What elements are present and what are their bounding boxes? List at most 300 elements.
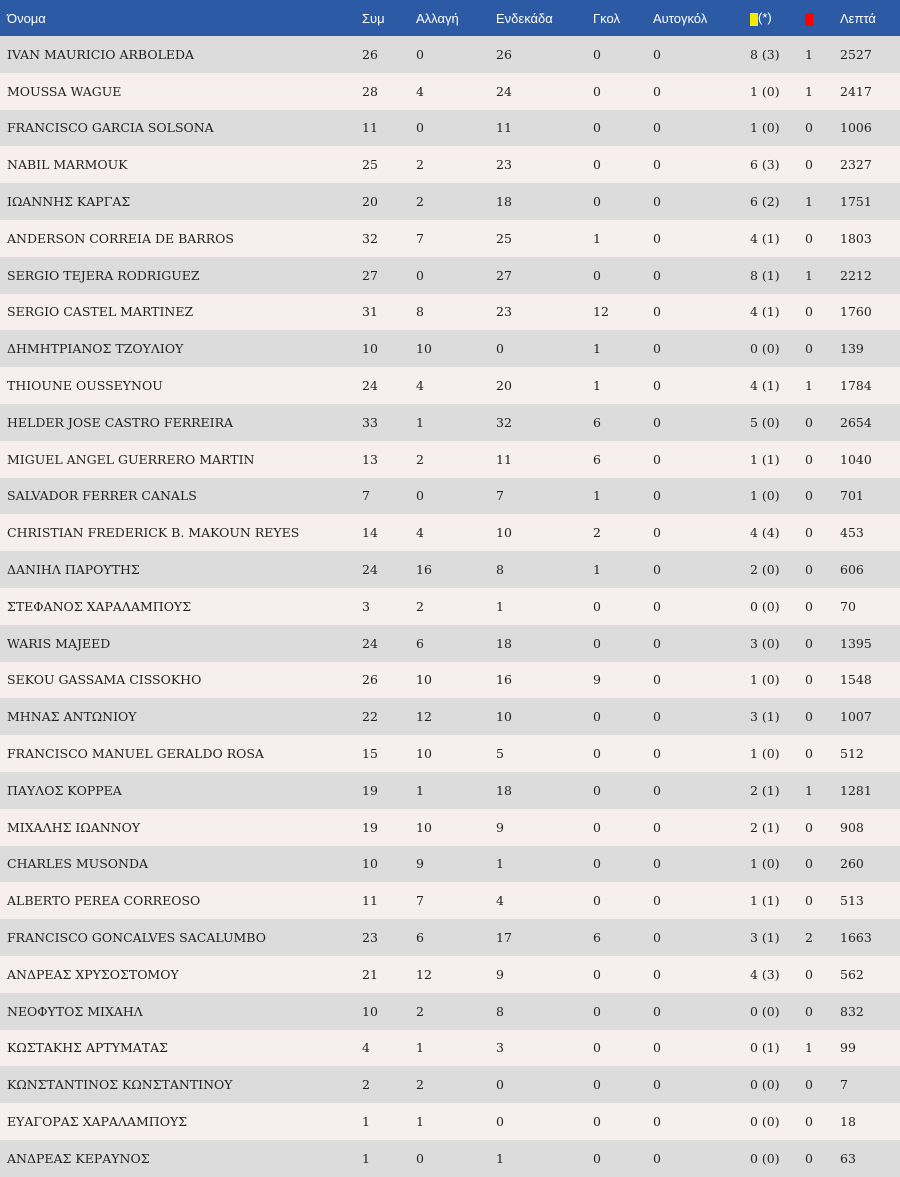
yellow-cards-cell: 2 (0) bbox=[750, 562, 780, 578]
red-cards-cell: 1 bbox=[805, 1040, 813, 1056]
yellow-cards-cell: 4 (4) bbox=[750, 525, 780, 541]
starts-cell: 0 bbox=[496, 1077, 504, 1093]
apps-cell: 1 bbox=[362, 1150, 370, 1166]
apps-cell: 26 bbox=[362, 46, 378, 62]
own-goals-cell: 0 bbox=[653, 525, 661, 541]
minutes-cell: 1663 bbox=[840, 930, 872, 946]
red-cards-cell: 0 bbox=[805, 746, 813, 762]
player-name-cell: ΔΗΜΗΤΡΙΑΝΟΣ ΤΖΟΥΛΙΟΥ bbox=[7, 341, 184, 357]
starts-cell: 8 bbox=[496, 1003, 504, 1019]
yellow-cards-cell: 1 (1) bbox=[750, 893, 780, 909]
starts-cell: 3 bbox=[496, 1040, 504, 1056]
col-header-name[interactable]: Όνομα bbox=[7, 10, 46, 26]
yellow-cards-cell: 6 (2) bbox=[750, 194, 780, 210]
yellow-cards-cell: 4 (3) bbox=[750, 966, 780, 982]
own-goals-cell: 0 bbox=[653, 1003, 661, 1019]
goals-cell: 6 bbox=[593, 414, 601, 430]
table-row[interactable] bbox=[0, 330, 900, 367]
subs-cell: 4 bbox=[416, 83, 424, 99]
red-cards-cell: 0 bbox=[805, 157, 813, 173]
apps-cell: 27 bbox=[362, 267, 378, 283]
player-name-cell: ΣΤΕΦΑΝΟΣ ΧΑΡΑΛΑΜΠΟΥΣ bbox=[7, 598, 192, 614]
goals-cell: 0 bbox=[593, 194, 601, 210]
apps-cell: 14 bbox=[362, 525, 378, 541]
red-cards-cell: 0 bbox=[805, 635, 813, 651]
apps-cell: 11 bbox=[362, 893, 378, 909]
starts-cell: 27 bbox=[496, 267, 512, 283]
apps-cell: 33 bbox=[362, 414, 378, 430]
goals-cell: 9 bbox=[593, 672, 601, 688]
starts-cell: 5 bbox=[496, 746, 504, 762]
table-header-row bbox=[0, 0, 900, 36]
starts-cell: 0 bbox=[496, 1114, 504, 1129]
table-row[interactable] bbox=[0, 993, 900, 1030]
subs-cell: 12 bbox=[416, 966, 432, 982]
own-goals-cell: 0 bbox=[653, 1077, 661, 1093]
minutes-cell: 2654 bbox=[840, 414, 872, 430]
starts-cell: 10 bbox=[496, 525, 512, 541]
starts-cell: 25 bbox=[496, 230, 512, 246]
player-name-cell: ΚΩΣΤΑΚΗΣ ΑΡΤΥΜΑΤΑΣ bbox=[7, 1040, 169, 1056]
col-header-apps[interactable]: Συμ bbox=[362, 10, 385, 26]
apps-cell: 13 bbox=[362, 451, 378, 467]
table-row[interactable] bbox=[0, 441, 900, 478]
player-name-cell: MIGUEL ANGEL GUERRERO MARTIN bbox=[7, 451, 255, 467]
minutes-cell: 18 bbox=[840, 1114, 856, 1129]
table-row[interactable] bbox=[0, 110, 900, 147]
own-goals-cell: 0 bbox=[653, 966, 661, 982]
yellow-cards-cell: 4 (1) bbox=[750, 378, 780, 394]
apps-cell: 10 bbox=[362, 341, 378, 357]
minutes-cell: 1281 bbox=[840, 782, 872, 798]
minutes-cell: 908 bbox=[840, 819, 864, 835]
player-name-cell: ΜΗΝΑΣ ΑΝΤΩΝΙΟΥ bbox=[7, 709, 137, 725]
own-goals-cell: 0 bbox=[653, 635, 661, 651]
subs-cell: 2 bbox=[416, 1003, 424, 1019]
red-cards-cell: 1 bbox=[805, 378, 813, 394]
table-row[interactable] bbox=[0, 588, 900, 625]
minutes-cell: 99 bbox=[840, 1040, 856, 1056]
yellow-cards-cell: 1 (0) bbox=[750, 83, 780, 99]
subs-cell: 0 bbox=[416, 46, 424, 62]
goals-cell: 0 bbox=[593, 856, 601, 872]
player-name-cell: NABIL MARMOUK bbox=[7, 157, 128, 173]
starts-cell: 18 bbox=[496, 782, 512, 798]
player-name-cell: ΚΩΝΣΤΑΝΤΙΝΟΣ ΚΩΝΣΤΑΝΤΙΝΟΥ bbox=[7, 1077, 233, 1093]
col-header-subs[interactable]: Αλλαγή bbox=[416, 10, 459, 26]
apps-cell: 26 bbox=[362, 672, 378, 688]
goals-cell: 0 bbox=[593, 893, 601, 909]
subs-cell: 2 bbox=[416, 451, 424, 467]
own-goals-cell: 0 bbox=[653, 194, 661, 210]
table-row[interactable] bbox=[0, 220, 900, 257]
apps-cell: 24 bbox=[362, 562, 378, 578]
player-name-cell: ΕΥΑΓΟΡΑΣ ΧΑΡΑΛΑΜΠΟΥΣ bbox=[7, 1114, 188, 1129]
apps-cell: 23 bbox=[362, 930, 378, 946]
minutes-cell: 70 bbox=[840, 598, 856, 614]
yellow-cards-cell: 3 (1) bbox=[750, 709, 780, 725]
table-row[interactable] bbox=[0, 846, 900, 883]
minutes-cell: 2527 bbox=[840, 46, 872, 62]
own-goals-cell: 0 bbox=[653, 157, 661, 173]
minutes-cell: 1395 bbox=[840, 635, 872, 651]
goals-cell: 0 bbox=[593, 1077, 601, 1093]
goals-cell: 1 bbox=[593, 562, 601, 578]
table-row[interactable] bbox=[0, 956, 900, 993]
goals-cell: 6 bbox=[593, 930, 601, 946]
yellow-cards-cell: 2 (1) bbox=[750, 819, 780, 835]
own-goals-cell: 0 bbox=[653, 598, 661, 614]
subs-cell: 16 bbox=[416, 562, 432, 578]
subs-cell: 8 bbox=[416, 304, 424, 320]
subs-cell: 0 bbox=[416, 488, 424, 504]
goals-cell: 1 bbox=[593, 341, 601, 357]
apps-cell: 32 bbox=[362, 230, 378, 246]
yellow-cards-cell: 1 (0) bbox=[750, 856, 780, 872]
red-cards-cell: 1 bbox=[805, 194, 813, 210]
red-cards-cell: 0 bbox=[805, 1150, 813, 1166]
goals-cell: 0 bbox=[593, 709, 601, 725]
apps-cell: 15 bbox=[362, 746, 378, 762]
starts-cell: 11 bbox=[496, 451, 512, 467]
red-cards-cell: 0 bbox=[805, 1077, 813, 1093]
own-goals-cell: 0 bbox=[653, 709, 661, 725]
starts-cell: 10 bbox=[496, 709, 512, 725]
table-row[interactable] bbox=[0, 698, 900, 735]
red-cards-cell: 1 bbox=[805, 782, 813, 798]
subs-cell: 0 bbox=[416, 1150, 424, 1166]
goals-cell: 0 bbox=[593, 1150, 601, 1166]
goals-cell: 0 bbox=[593, 819, 601, 835]
table-row[interactable] bbox=[0, 404, 900, 441]
minutes-cell: 139 bbox=[840, 341, 864, 357]
table-row[interactable] bbox=[0, 735, 900, 772]
table-row[interactable] bbox=[0, 514, 900, 551]
subs-cell: 0 bbox=[416, 120, 424, 136]
red-cards-cell: 0 bbox=[805, 598, 813, 614]
apps-cell: 31 bbox=[362, 304, 378, 320]
goals-cell: 0 bbox=[593, 267, 601, 283]
player-name-cell: IVAN MAURICIO ARBOLEDA bbox=[7, 46, 195, 62]
subs-cell: 1 bbox=[416, 782, 424, 798]
yellow-cards-cell: 1 (1) bbox=[750, 451, 780, 467]
player-name-cell: ΑΝΔΡΕΑΣ ΧΡΥΣΟΣΤΟΜΟΥ bbox=[7, 966, 179, 982]
subs-cell: 10 bbox=[416, 819, 432, 835]
minutes-cell: 1548 bbox=[840, 672, 872, 688]
yellow-cards-cell: 8 (3) bbox=[750, 46, 780, 62]
col-header-minutes[interactable]: Λεπτά bbox=[840, 10, 876, 26]
own-goals-cell: 0 bbox=[653, 746, 661, 762]
minutes-cell: 453 bbox=[840, 525, 864, 541]
minutes-cell: 1803 bbox=[840, 230, 872, 246]
subs-cell: 6 bbox=[416, 930, 424, 946]
player-name-cell: FRANCISCO GARCIA SOLSONA bbox=[7, 120, 214, 136]
apps-cell: 25 bbox=[362, 157, 378, 173]
player-name-cell: ΔΑΝΙΗΛ ΠΑΡΟΥΤΗΣ bbox=[7, 562, 140, 578]
col-header-goals[interactable]: Γκολ bbox=[593, 10, 620, 26]
minutes-cell: 2212 bbox=[840, 267, 872, 283]
apps-cell: 21 bbox=[362, 966, 378, 982]
player-name-cell: SERGIO CASTEL MARTINEZ bbox=[7, 304, 194, 320]
subs-cell: 10 bbox=[416, 341, 432, 357]
red-card-icon bbox=[805, 13, 813, 26]
own-goals-cell: 0 bbox=[653, 451, 661, 467]
goals-cell: 1 bbox=[593, 488, 601, 504]
table-row[interactable] bbox=[0, 1030, 900, 1067]
red-cards-cell: 1 bbox=[805, 83, 813, 99]
red-cards-cell: 0 bbox=[805, 120, 813, 136]
player-name-cell: HELDER JOSE CASTRO FERREIRA bbox=[7, 414, 234, 430]
own-goals-cell: 0 bbox=[653, 893, 661, 909]
goals-cell: 1 bbox=[593, 378, 601, 394]
yellow-cards-cell: 0 (0) bbox=[750, 1150, 780, 1166]
player-name-cell: SALVADOR FERRER CANALS bbox=[7, 488, 197, 504]
subs-cell: 7 bbox=[416, 230, 424, 246]
yellow-cards-cell: 6 (3) bbox=[750, 157, 780, 173]
goals-cell: 0 bbox=[593, 46, 601, 62]
red-cards-cell: 0 bbox=[805, 488, 813, 504]
yellow-card-suffix: (*) bbox=[758, 10, 772, 26]
yellow-cards-cell: 8 (1) bbox=[750, 267, 780, 283]
starts-cell: 23 bbox=[496, 304, 512, 320]
minutes-cell: 513 bbox=[840, 893, 864, 909]
table-row[interactable] bbox=[0, 772, 900, 809]
minutes-cell: 701 bbox=[840, 488, 864, 504]
apps-cell: 24 bbox=[362, 378, 378, 394]
starts-cell: 23 bbox=[496, 157, 512, 173]
subs-cell: 10 bbox=[416, 746, 432, 762]
yellow-cards-cell: 0 (0) bbox=[750, 1003, 780, 1019]
yellow-cards-cell: 0 (0) bbox=[750, 341, 780, 357]
yellow-cards-cell: 1 (0) bbox=[750, 672, 780, 688]
table-row[interactable] bbox=[0, 36, 900, 73]
goals-cell: 0 bbox=[593, 83, 601, 99]
red-cards-cell: 0 bbox=[805, 525, 813, 541]
minutes-cell: 1007 bbox=[840, 709, 872, 725]
yellow-cards-cell: 0 (0) bbox=[750, 1077, 780, 1093]
apps-cell: 28 bbox=[362, 83, 378, 99]
red-cards-cell: 0 bbox=[805, 709, 813, 725]
table-row[interactable] bbox=[0, 919, 900, 956]
own-goals-cell: 0 bbox=[653, 46, 661, 62]
yellow-cards-cell: 1 (0) bbox=[750, 488, 780, 504]
goals-cell: 0 bbox=[593, 1114, 601, 1129]
col-header-starts[interactable]: Ενδεκάδα bbox=[496, 10, 553, 26]
goals-cell: 1 bbox=[593, 230, 601, 246]
player-name-cell: ANDERSON CORREIA DE BARROS bbox=[7, 230, 234, 246]
player-name-cell: THIOUNE OUSSEYNOU bbox=[7, 378, 163, 394]
starts-cell: 24 bbox=[496, 83, 512, 99]
player-name-cell: SEKOU GASSAMA CISSOKHO bbox=[7, 672, 202, 688]
yellow-cards-cell: 0 (1) bbox=[750, 1040, 780, 1056]
apps-cell: 10 bbox=[362, 856, 378, 872]
yellow-cards-cell: 4 (1) bbox=[750, 304, 780, 320]
player-name-cell: CHARLES MUSONDA bbox=[7, 856, 148, 872]
subs-cell: 0 bbox=[416, 267, 424, 283]
own-goals-cell: 0 bbox=[653, 819, 661, 835]
col-header-red-cards[interactable] bbox=[805, 0, 840, 36]
starts-cell: 8 bbox=[496, 562, 504, 578]
starts-cell: 4 bbox=[496, 893, 504, 909]
col-header-yellow-cards[interactable] bbox=[750, 0, 805, 36]
minutes-cell: 606 bbox=[840, 562, 864, 578]
starts-cell: 20 bbox=[496, 378, 512, 394]
player-name-cell: FRANCISCO MANUEL GERALDO ROSA bbox=[7, 746, 264, 762]
apps-cell: 19 bbox=[362, 782, 378, 798]
starts-cell: 11 bbox=[496, 120, 512, 136]
table-row[interactable] bbox=[0, 882, 900, 919]
subs-cell: 12 bbox=[416, 709, 432, 725]
own-goals-cell: 0 bbox=[653, 1150, 661, 1166]
own-goals-cell: 0 bbox=[653, 562, 661, 578]
table-row[interactable] bbox=[0, 662, 900, 699]
minutes-cell: 1040 bbox=[840, 451, 872, 467]
starts-cell: 7 bbox=[496, 488, 504, 504]
minutes-cell: 1006 bbox=[840, 120, 872, 136]
subs-cell: 1 bbox=[416, 1114, 424, 1129]
yellow-cards-cell: 1 (0) bbox=[750, 120, 780, 136]
starts-cell: 18 bbox=[496, 635, 512, 651]
goals-cell: 0 bbox=[593, 157, 601, 173]
minutes-cell: 260 bbox=[840, 856, 864, 872]
apps-cell: 7 bbox=[362, 488, 370, 504]
table-row[interactable] bbox=[0, 478, 900, 515]
red-cards-cell: 0 bbox=[805, 966, 813, 982]
apps-cell: 10 bbox=[362, 1003, 378, 1019]
player-name-cell: WARIS MAJEED bbox=[7, 635, 111, 651]
red-cards-cell: 0 bbox=[805, 230, 813, 246]
minutes-cell: 1760 bbox=[840, 304, 872, 320]
apps-cell: 22 bbox=[362, 709, 378, 725]
red-cards-cell: 2 bbox=[805, 930, 813, 946]
goals-cell: 0 bbox=[593, 1040, 601, 1056]
starts-cell: 1 bbox=[496, 1150, 504, 1166]
apps-cell: 24 bbox=[362, 635, 378, 651]
player-name-cell: ΑΝΔΡΕΑΣ ΚΕΡΑΥΝΟΣ bbox=[7, 1150, 150, 1166]
goals-cell: 0 bbox=[593, 120, 601, 136]
red-cards-cell: 0 bbox=[805, 1003, 813, 1019]
table-row[interactable] bbox=[0, 73, 900, 110]
table-row[interactable] bbox=[0, 551, 900, 588]
minutes-cell: 1784 bbox=[840, 378, 872, 394]
starts-cell: 18 bbox=[496, 194, 512, 210]
table-row[interactable] bbox=[0, 1066, 900, 1103]
own-goals-cell: 0 bbox=[653, 230, 661, 246]
goals-cell: 0 bbox=[593, 1003, 601, 1019]
red-cards-cell: 0 bbox=[805, 341, 813, 357]
starts-cell: 0 bbox=[496, 341, 504, 357]
red-cards-cell: 0 bbox=[805, 672, 813, 688]
subs-cell: 10 bbox=[416, 672, 432, 688]
red-cards-cell: 0 bbox=[805, 562, 813, 578]
red-cards-cell: 1 bbox=[805, 46, 813, 62]
own-goals-cell: 0 bbox=[653, 1114, 661, 1129]
goals-cell: 6 bbox=[593, 451, 601, 467]
player-name-cell: ΙΩΑΝΝΗΣ ΚΑΡΓΑΣ bbox=[7, 194, 131, 210]
goals-cell: 0 bbox=[593, 746, 601, 762]
own-goals-cell: 0 bbox=[653, 378, 661, 394]
minutes-cell: 1751 bbox=[840, 194, 872, 210]
goals-cell: 0 bbox=[593, 966, 601, 982]
player-name-cell: SERGIO TEJERA RODRIGUEZ bbox=[7, 267, 200, 283]
own-goals-cell: 0 bbox=[653, 414, 661, 430]
own-goals-cell: 0 bbox=[653, 782, 661, 798]
starts-cell: 9 bbox=[496, 966, 504, 982]
red-cards-cell: 0 bbox=[805, 819, 813, 835]
apps-cell: 3 bbox=[362, 598, 370, 614]
red-cards-cell: 0 bbox=[805, 451, 813, 467]
table-row[interactable] bbox=[0, 183, 900, 220]
subs-cell: 6 bbox=[416, 635, 424, 651]
minutes-cell: 832 bbox=[840, 1003, 864, 1019]
starts-cell: 9 bbox=[496, 819, 504, 835]
table-row[interactable] bbox=[0, 1140, 900, 1177]
goals-cell: 2 bbox=[593, 525, 601, 541]
table-row[interactable] bbox=[0, 1103, 900, 1140]
own-goals-cell: 0 bbox=[653, 83, 661, 99]
player-name-cell: CHRISTIAN FREDERICK B. MAKOUN REYES bbox=[7, 525, 300, 541]
player-name-cell: MOUSSA WAGUE bbox=[7, 83, 122, 99]
yellow-card-icon bbox=[750, 13, 758, 26]
own-goals-cell: 0 bbox=[653, 488, 661, 504]
col-header-own-goals[interactable]: Αυτογκόλ bbox=[653, 10, 708, 26]
own-goals-cell: 0 bbox=[653, 120, 661, 136]
minutes-cell: 512 bbox=[840, 746, 864, 762]
red-cards-cell: 0 bbox=[805, 414, 813, 430]
subs-cell: 2 bbox=[416, 157, 424, 173]
own-goals-cell: 0 bbox=[653, 267, 661, 283]
red-cards-cell: 0 bbox=[805, 893, 813, 909]
table-row[interactable] bbox=[0, 809, 900, 846]
player-name-cell: ΝΕΟΦΥΤΟΣ ΜΙΧΑΗΛ bbox=[7, 1003, 143, 1019]
table-row[interactable] bbox=[0, 367, 900, 404]
player-name-cell: ΜΙΧΑΛΗΣ ΙΩΑΝΝΟΥ bbox=[7, 819, 141, 835]
own-goals-cell: 0 bbox=[653, 341, 661, 357]
table-row[interactable] bbox=[0, 257, 900, 294]
subs-cell: 1 bbox=[416, 414, 424, 430]
red-cards-cell: 0 bbox=[805, 856, 813, 872]
subs-cell: 2 bbox=[416, 194, 424, 210]
table-row[interactable] bbox=[0, 625, 900, 662]
yellow-cards-cell: 1 (0) bbox=[750, 746, 780, 762]
yellow-cards-cell: 0 (0) bbox=[750, 1114, 780, 1129]
apps-cell: 4 bbox=[362, 1040, 370, 1056]
apps-cell: 20 bbox=[362, 194, 378, 210]
own-goals-cell: 0 bbox=[653, 1040, 661, 1056]
table-row[interactable] bbox=[0, 294, 900, 331]
own-goals-cell: 0 bbox=[653, 304, 661, 320]
red-cards-cell: 0 bbox=[805, 1114, 813, 1129]
table-row[interactable] bbox=[0, 146, 900, 183]
minutes-cell: 2417 bbox=[840, 83, 872, 99]
minutes-cell: 562 bbox=[840, 966, 864, 982]
apps-cell: 19 bbox=[362, 819, 378, 835]
goals-cell: 0 bbox=[593, 782, 601, 798]
subs-cell: 4 bbox=[416, 378, 424, 394]
player-name-cell: FRANCISCO GONCALVES SACALUMBO bbox=[7, 930, 266, 946]
minutes-cell: 2327 bbox=[840, 157, 872, 173]
yellow-cards-cell: 3 (1) bbox=[750, 930, 780, 946]
goals-cell: 12 bbox=[593, 304, 609, 320]
yellow-cards-cell: 4 (1) bbox=[750, 230, 780, 246]
red-cards-cell: 0 bbox=[805, 304, 813, 320]
starts-cell: 32 bbox=[496, 414, 512, 430]
starts-cell: 1 bbox=[496, 598, 504, 614]
subs-cell: 9 bbox=[416, 856, 424, 872]
apps-cell: 2 bbox=[362, 1077, 370, 1093]
subs-cell: 1 bbox=[416, 1040, 424, 1056]
yellow-cards-cell: 0 (0) bbox=[750, 598, 780, 614]
